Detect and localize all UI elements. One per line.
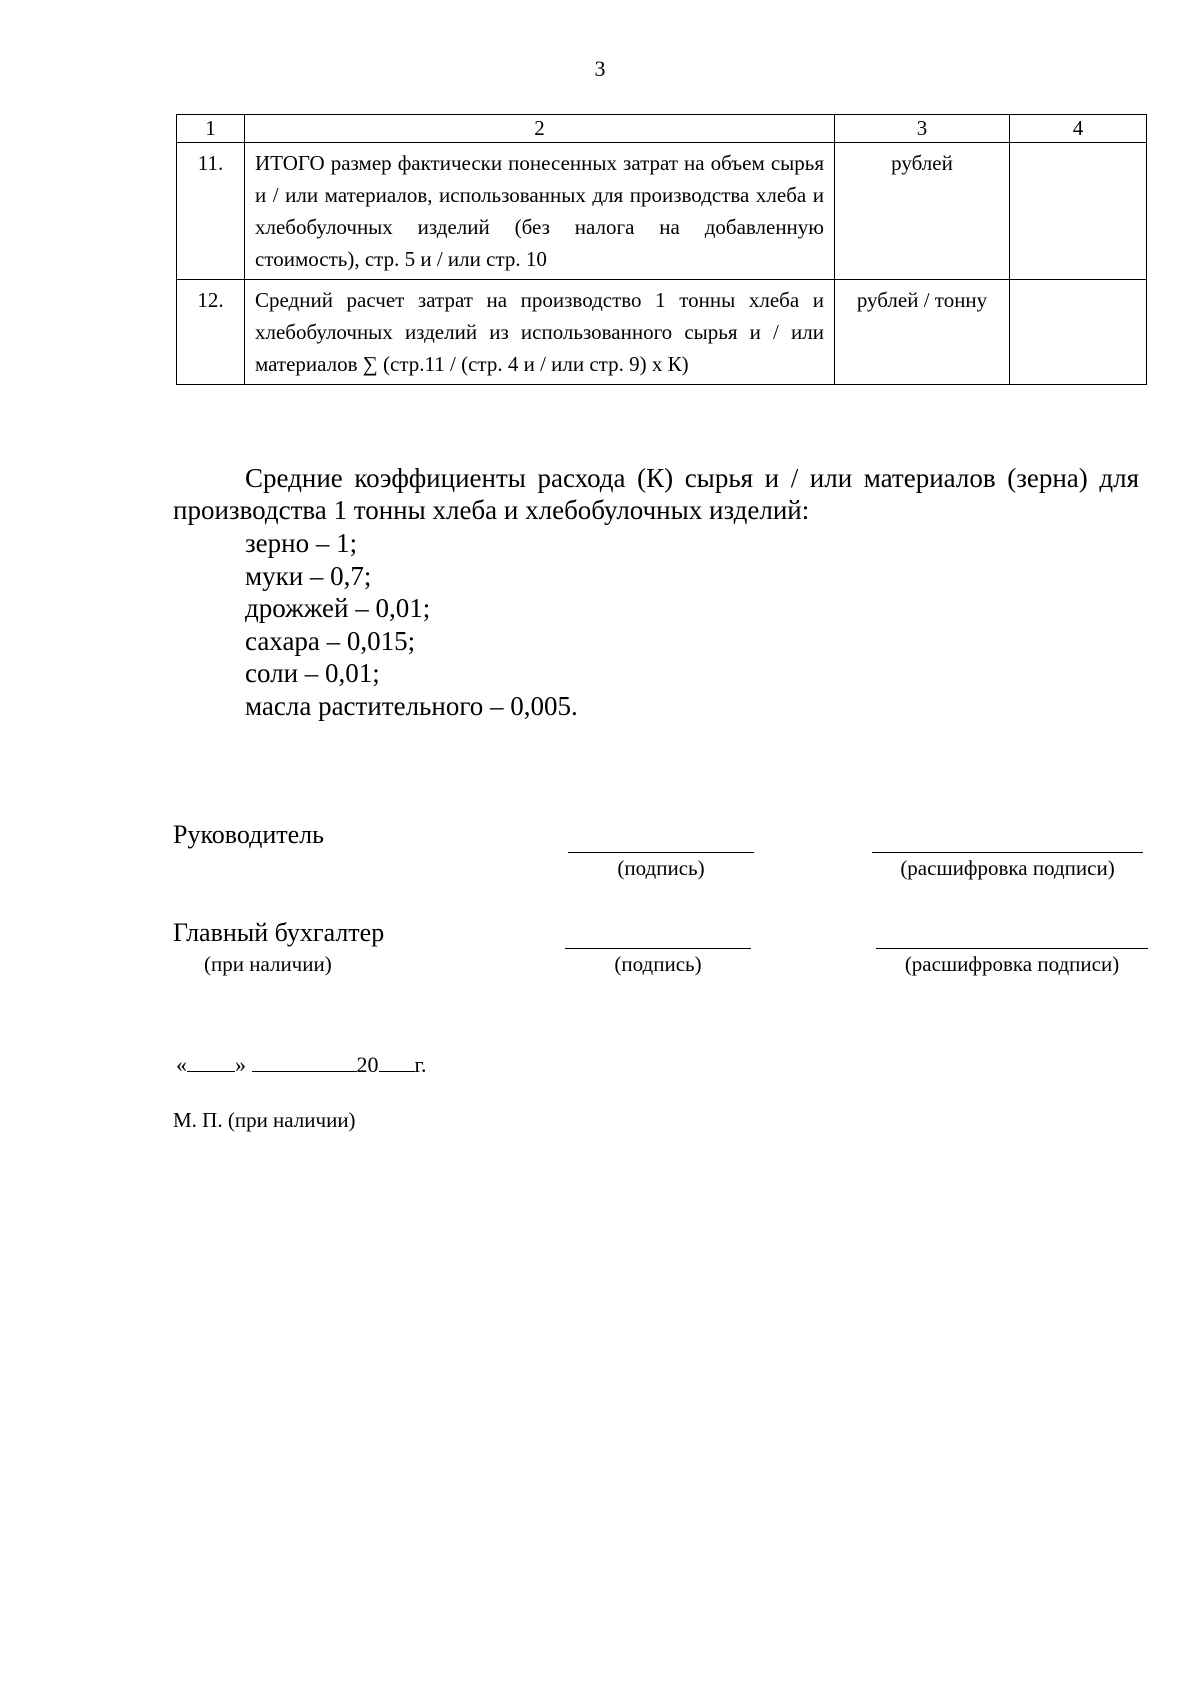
row-description: Средний расчет затрат на производство 1 тонны хлеба и хлебобулочных изделий из использованного сырья и / или материалов ∑ (стр.11 / (стр. 4 и / или стр. 9) х К) (245, 280, 835, 385)
date-line (176, 1052, 427, 1078)
accountant-title: Главный бухгалтер (173, 918, 385, 947)
accountant-signature-line[interactable] (565, 948, 751, 949)
coefficients-intro-text: Средние коэффициенты расхода (К) сырья и / или материалов (зерна) для производства 1 тонны хлеба и хлебобулочных изделий: (173, 463, 1139, 525)
date-month-blank[interactable] (252, 1071, 357, 1072)
stamp-note: М. П. (при наличии) (173, 1108, 356, 1132)
coefficient-item: сахара – 0,015; (245, 625, 416, 656)
row-unit: рублей (835, 143, 1010, 280)
date-year-blank[interactable] (379, 1071, 415, 1072)
accountant-signature-caption: (подпись) (614, 952, 702, 976)
row-value (1010, 280, 1147, 385)
accountant-name-line[interactable] (876, 948, 1148, 949)
head-signature-caption: (подпись) (617, 856, 705, 880)
coefficient-item: масла растительного – 0,005. (245, 690, 578, 721)
date-open-quote: « (176, 1052, 187, 1077)
row-description: ИТОГО размер фактически понесенных затрат на объем сырья и / или материалов, использованных для производства хлеба и хлебобулочных изделий (без налога на добавленную стоимость), стр. 5 и / или стр. 10 (245, 143, 835, 280)
table-header-row (177, 115, 1147, 143)
table-header-cell: 2 (245, 115, 835, 143)
page-number: 3 (594, 56, 606, 81)
row-unit: рублей / тонну (835, 280, 1010, 385)
coefficients-intro (173, 462, 1139, 526)
coefficients-list (245, 527, 578, 722)
row-number: 12. (177, 280, 245, 385)
date-year-prefix: 20 (356, 1052, 379, 1077)
row-value (1010, 143, 1147, 280)
accountant-subtitle: (при наличии) (204, 952, 332, 976)
accountant-name-caption: (расшифровка подписи) (904, 952, 1120, 976)
coefficient-item: дрожжей – 0,01; (245, 593, 431, 623)
coefficient-item: соли – 0,01; (245, 658, 380, 688)
head-name-caption: (расшифровка подписи) (900, 856, 1115, 880)
date-close-quote: » (235, 1052, 246, 1077)
table-header-cell: 1 (177, 115, 245, 143)
coefficient-item: муки – 0,7; (245, 560, 372, 591)
table-row (177, 143, 1147, 280)
head-signature-line[interactable] (568, 852, 754, 853)
row-number: 11. (177, 143, 245, 280)
cost-table (176, 114, 1147, 385)
date-day-blank[interactable] (187, 1071, 235, 1072)
table-header-cell: 4 (1010, 115, 1147, 143)
coefficient-item: зерно – 1; (245, 528, 358, 558)
head-name-line[interactable] (872, 852, 1143, 853)
date-year-suffix: г. (414, 1052, 427, 1077)
table-row (177, 280, 1147, 385)
table-header-cell: 3 (835, 115, 1010, 143)
head-title: Руководитель (173, 820, 324, 849)
